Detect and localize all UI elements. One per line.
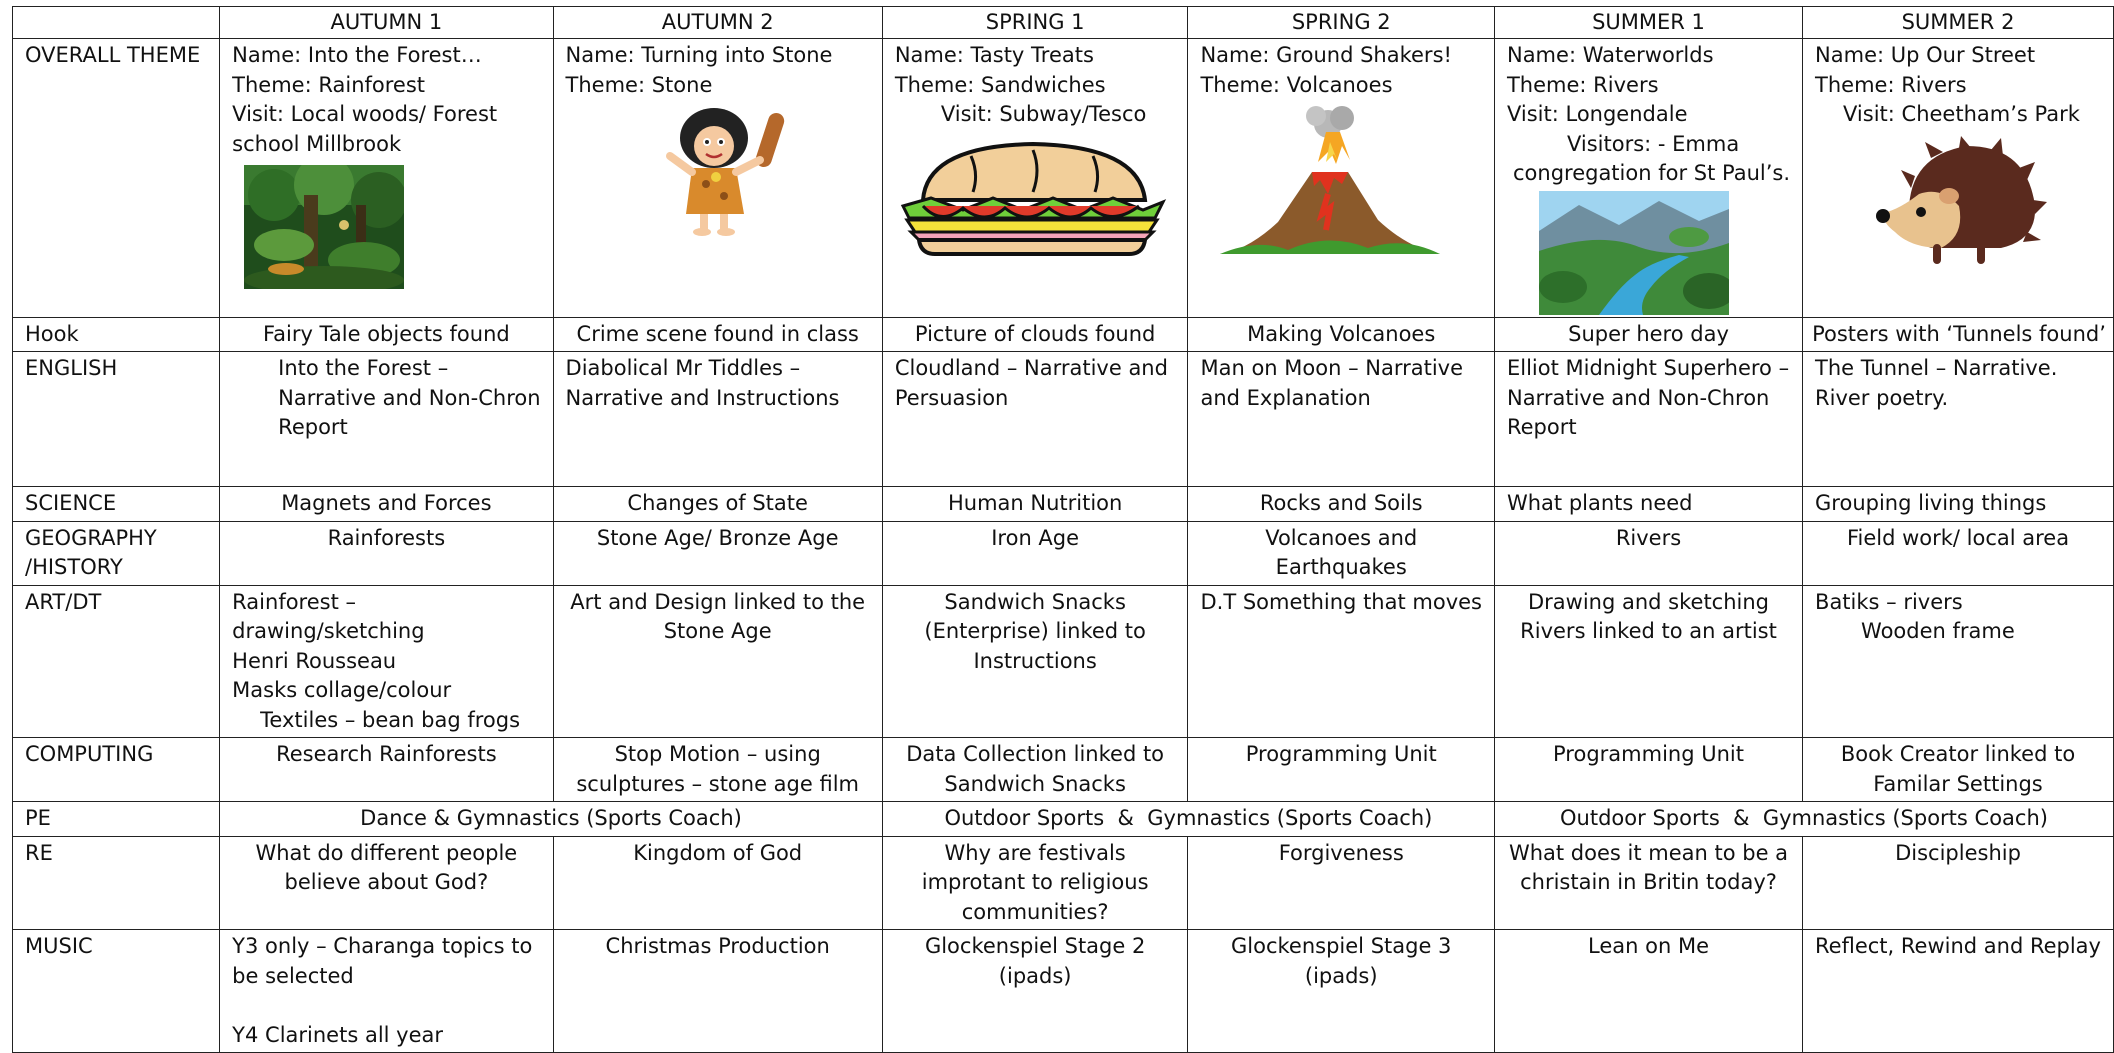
text-line: Glockenspiel Stage 2 [924,934,1146,958]
text-line [232,991,540,1021]
geography-history-row [13,521,2114,585]
pe-summer: Outdoor Sports & Gymnastics (Sports Coach) [1494,802,2113,837]
text-line: Book Creator linked to [1840,742,2076,766]
overall-theme-autumn-1 [220,39,553,318]
text-line: congregation for St Paul’s. [1512,161,1791,185]
rainforest-photo [244,165,404,289]
text-line: (Enterprise) linked to [924,619,1146,643]
pe-row [13,802,2114,837]
text-line: Theme: Rivers [1506,72,1659,97]
computing-row [13,738,2114,802]
text-line: and Explanation [1200,385,1371,410]
music-spring-2 [1188,930,1495,1053]
computing-autumn-2 [553,738,882,802]
text-line: What do different people [255,840,518,865]
text-line: Diabolical Mr Tiddles – [565,356,801,380]
hedgehog-clipart [1871,136,2047,268]
geography-summer-1: Rivers [1494,521,1802,585]
english-autumn-2 [553,352,882,487]
caveman-cartoon [656,102,786,236]
overall-theme-spring-1 [882,39,1188,318]
text-line: Name: Turning into Stone [565,43,833,67]
computing-summer-1 [1494,738,1802,802]
text-line: Instructions [973,648,1097,673]
english-spring-1 [882,352,1188,487]
text-line: Theme: Rainforest [232,72,426,97]
pe-spring: Outdoor Sports & Gymnastics (Sports Coach) [882,802,1494,837]
text-line: GEOGRAPHY [25,525,157,550]
text-line: Persuasion [894,385,1009,410]
art-summer-2 [1803,585,2114,738]
geography-summer-2: Field work/ local area [1803,521,2114,585]
text-line: Familar Settings [1873,771,2043,796]
text-line: Visit: Longendale [1506,102,1688,126]
text-line: Theme: Sandwiches [894,72,1106,97]
text-line: Art and Design linked to the [570,589,866,614]
music-spring-1 [882,930,1188,1053]
geography-autumn-2: Stone Age/ Bronze Age [553,521,882,585]
computing-spring-1 [882,738,1188,802]
text-line: Textiles – bean bag frogs [260,707,521,732]
text-line: D.T Something that moves [1200,589,1482,614]
text-line: (ipads) [1304,963,1378,988]
geography-autumn-1: Rainforests [220,521,553,585]
geography-spring-2: Volcanoes and Earthquakes [1188,521,1495,585]
text-line: Rainforest – [232,589,356,614]
text-line: Narrative and Non-Chron [1506,385,1770,410]
text-line: believe about God? [284,870,489,894]
text-line: communities? [961,899,1109,924]
text-line: Name: Ground Shakers! [1200,43,1452,67]
header-summer-1: SUMMER 1 [1494,7,1802,39]
text-line: River poetry. [1815,385,1949,410]
text-line: Narrative and Non-Chron [278,385,541,410]
text-line: What does it mean to be a [1508,840,1789,865]
music-summer-2 [1803,930,2114,1053]
geography-spring-1: Iron Age [882,521,1188,585]
text-line: Theme: Stone [565,72,713,97]
overall-theme-spring-2 [1188,39,1495,318]
text-line: Name: Tasty Treats [894,43,1094,67]
row-label-pe: PE [13,802,220,837]
overall-theme-row [13,39,2114,318]
science-spring-1: Human Nutrition [882,487,1188,522]
text-line: The Tunnel – Narrative. [1815,356,2058,380]
science-spring-2: Rocks and Soils [1188,487,1495,522]
text-line: /HISTORY [25,555,123,579]
text-line: Theme: Volcanoes [1200,72,1393,97]
english-summer-1 [1494,352,1802,487]
header-autumn-2: AUTUMN 2 [553,7,882,39]
text-line: Henri Rousseau [232,648,397,673]
computing-summer-2 [1803,738,2114,802]
text-line: Narrative and Instructions [565,385,840,410]
hook-autumn-2: Crime scene found in class [553,317,882,352]
computing-autumn-1 [220,738,553,802]
text-line: Stone Age [663,619,772,643]
text-line: Programming Unit [1245,742,1437,766]
art-spring-1 [882,585,1188,738]
row-label-art-dt: ART/DT [13,585,220,738]
text-line: Y3 only – Charanga topics to [232,934,533,958]
text-line: Theme: Rivers [1815,72,1967,97]
english-row [13,352,2114,487]
text-line: school Millbrook [232,131,402,156]
header-corner [13,7,220,39]
english-summer-2 [1803,352,2114,487]
header-spring-2: SPRING 2 [1188,7,1495,39]
re-row [13,836,2114,930]
text-line: Programming Unit [1553,742,1744,766]
hook-row [13,317,2114,352]
row-label-re: RE [13,836,220,930]
text-line: Sandwich Snacks [944,771,1126,796]
text-line: Sandwich Snacks [944,589,1126,614]
text-line: Stop Motion – using [614,742,821,766]
overall-theme-summer-2 [1803,39,2114,318]
text-line: Y4 Clarinets all year [232,1022,444,1047]
text-line: (ipads) [998,963,1072,988]
text-line: Forgiveness [1278,840,1404,865]
text-line: Reflect, Rewind and Replay [1815,934,2101,958]
text-line: Drawing and sketching [1527,589,1770,614]
header-spring-1: SPRING 1 [882,7,1188,39]
art-dt-row [13,585,2114,738]
music-autumn-1 [220,930,553,1053]
river-landscape-photo [1539,191,1729,315]
text-line: Cloudland – Narrative and [894,356,1168,380]
text-line: Into the Forest – [278,356,449,380]
header-autumn-1: AUTUMN 1 [220,7,553,39]
row-label-computing: COMPUTING [13,738,220,802]
row-label-music: MUSIC [13,930,220,1053]
music-summer-1 [1494,930,1802,1053]
re-autumn-1 [220,836,553,930]
text-line: drawing/sketching [232,619,425,643]
art-autumn-2 [553,585,882,738]
text-line: Data Collection linked to [906,742,1165,766]
header-summer-2: SUMMER 2 [1803,7,2114,39]
text-line: Why are festivals [944,840,1126,865]
text-line: Lean on Me [1588,934,1709,958]
text-line: Name: Into the Forest… [232,43,482,67]
volcano-clipart [1218,102,1442,262]
hook-spring-2: Making Volcanoes [1188,317,1495,352]
english-autumn-1 [220,352,553,487]
re-autumn-2 [553,836,882,930]
text-line: Research Rainforests [276,742,497,766]
text-line: improtant to religious [921,870,1149,894]
music-row [13,930,2114,1053]
re-spring-2 [1188,836,1495,930]
text-line: Discipleship [1895,840,2021,865]
row-label-geography-history [13,521,220,585]
row-label-science: SCIENCE [13,487,220,522]
text-line: Visit: Subway/Tesco [940,102,1147,126]
computing-spring-2 [1188,738,1495,802]
text-line: Visit: Local woods/ Forest [232,102,498,126]
re-summer-1 [1494,836,1802,930]
art-spring-2 [1188,585,1495,738]
row-label-english: ENGLISH [13,352,220,487]
text-line: Visitors: - Emma [1566,131,1740,156]
art-autumn-1 [220,585,553,738]
overall-theme-summer-1 [1494,39,1802,318]
text-line: Kingdom of God [633,840,803,865]
text-line: Man on Moon – Narrative [1200,356,1464,380]
text-line: Wooden frame [1861,619,2015,643]
curriculum-overview-table [12,6,2114,1053]
music-autumn-2 [553,930,882,1053]
english-spring-2 [1188,352,1495,487]
text-line: Report [278,415,348,439]
hook-autumn-1: Fairy Tale objects found [220,317,553,352]
science-summer-2: Grouping living things [1803,487,2114,522]
science-row [13,487,2114,522]
pe-autumn: Dance & Gymnastics (Sports Coach) [220,802,883,837]
art-summer-1 [1494,585,1802,738]
re-summer-2 [1803,836,2114,930]
text-line: Elliot Midnight Superhero – [1506,356,1790,380]
re-spring-1 [882,836,1188,930]
science-autumn-2: Changes of State [553,487,882,522]
text-line: christain in Britin today? [1520,870,1777,894]
row-label-overall-theme: OVERALL THEME [13,39,220,318]
hook-summer-1: Super hero day [1494,317,1802,352]
text-line: Batiks – rivers [1815,589,1963,614]
text-line: Name: Up Our Street [1815,43,2036,67]
header-row [13,7,2114,39]
sandwich-clipart [893,140,1171,258]
text-line: Rivers linked to an artist [1520,619,1777,643]
overall-theme-autumn-2 [553,39,882,318]
text-line: Name: Waterworlds [1506,43,1714,67]
hook-spring-1: Picture of clouds found [882,317,1188,352]
hook-summer-2: Posters with ‘Tunnels found’ [1803,317,2114,352]
text-line: be selected [232,963,354,988]
text-line: sculptures – stone age film [576,771,859,796]
text-line: Report [1506,415,1577,439]
text-line: Glockenspiel Stage 3 [1231,934,1452,958]
science-summer-1: What plants need [1494,487,1802,522]
row-label-hook: Hook [13,317,220,352]
text-line: Visit: Cheetham’s Park [1843,102,2080,126]
science-autumn-1: Magnets and Forces [220,487,553,522]
text-line: Christmas Production [605,934,830,958]
text-line: Masks collage/colour [232,678,452,702]
